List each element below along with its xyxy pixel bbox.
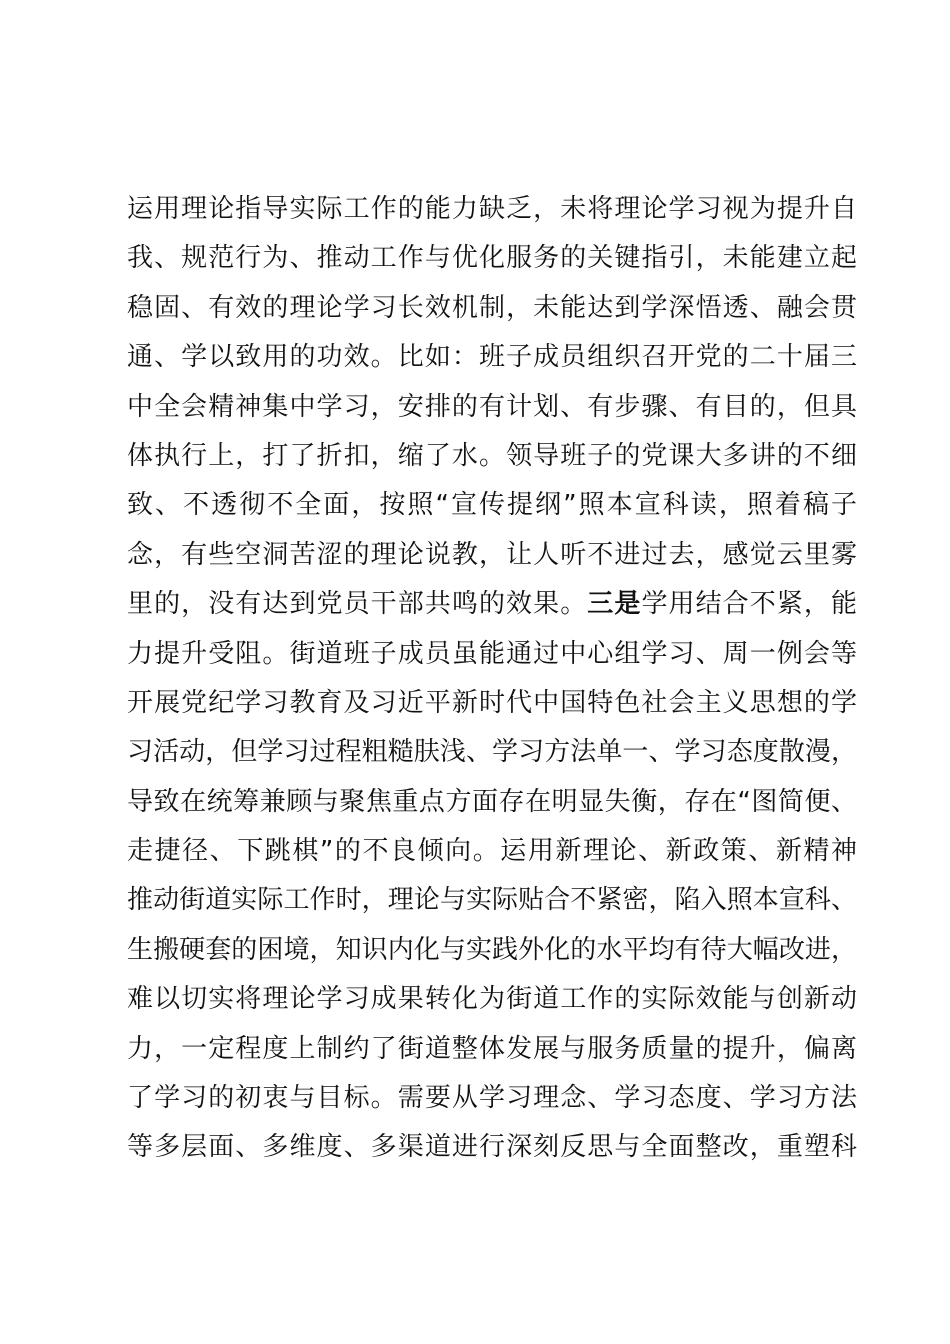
emphasis-marker: 三是 (587, 589, 642, 620)
text-line: 体执行上，打了折扣，缩了水。领导班子的党课大多讲的不细 (127, 440, 857, 471)
text-line: 习活动，但学习过程粗糙肤浅、学习方法单一、学习态度散漫， (127, 737, 857, 768)
text-segment: 里的，没有达到党员干部共鸣的效果。 (127, 589, 588, 620)
text-line: 力提升受阻。街道班子成员虽能通过中心组学习、周一例会等 (127, 638, 857, 669)
text-segment: 学用结合不紧，能 (641, 589, 857, 620)
text-line: 生搬硬套的困境，知识内化与实践外化的水平均有待大幅改进， (127, 934, 857, 965)
text-line: 中全会精神集中学习，安排的有计划、有步骤、有目的，但具 (127, 391, 857, 422)
body-paragraph (127, 185, 857, 1173)
text-line: 难以切实将理论学习成果转化为街道工作的实际效能与创新动 (127, 984, 857, 1015)
text-line: 了学习的初衷与目标。需要从学习理念、学习态度、学习方法 (127, 1083, 857, 1114)
text-line: 导致在统筹兼顾与聚焦重点方面存在明显失衡，存在“图简便、 (127, 786, 857, 817)
text-line: 走捷径、下跳棋”的不良倾向。运用新理论、新政策、新精神 (127, 836, 857, 867)
text-line: 推动街道实际工作时，理论与实际贴合不紧密，陷入照本宣科、 (127, 885, 857, 916)
text-line: 等多层面、多维度、多渠道进行深刻反思与全面整改，重塑科 (127, 1132, 857, 1163)
text-line: 稳固、有效的理论学习长效机制，未能达到学深悟透、融会贯 (127, 292, 857, 323)
text-line: 念，有些空洞苦涩的理论说教，让人听不进过去，感觉云里雾 (127, 539, 857, 570)
text-line (127, 580, 857, 629)
text-line: 我、规范行为、推动工作与优化服务的关键指引，未能建立起 (127, 243, 857, 274)
text-line: 力，一定程度上制约了街道整体发展与服务质量的提升，偏离 (127, 1033, 857, 1064)
text-line: 通、学以致用的功效。比如：班子成员组织召开党的二十届三 (127, 342, 857, 373)
text-line: 开展党纪学习教育及习近平新时代中国特色社会主义思想的学 (127, 687, 857, 718)
text-line: 致、不透彻不全面，按照“宣传提纲”照本宣科读，照着稿子 (127, 490, 857, 521)
text-line: 运用理论指导实际工作的能力缺乏，未将理论学习视为提升自 (127, 194, 857, 224)
